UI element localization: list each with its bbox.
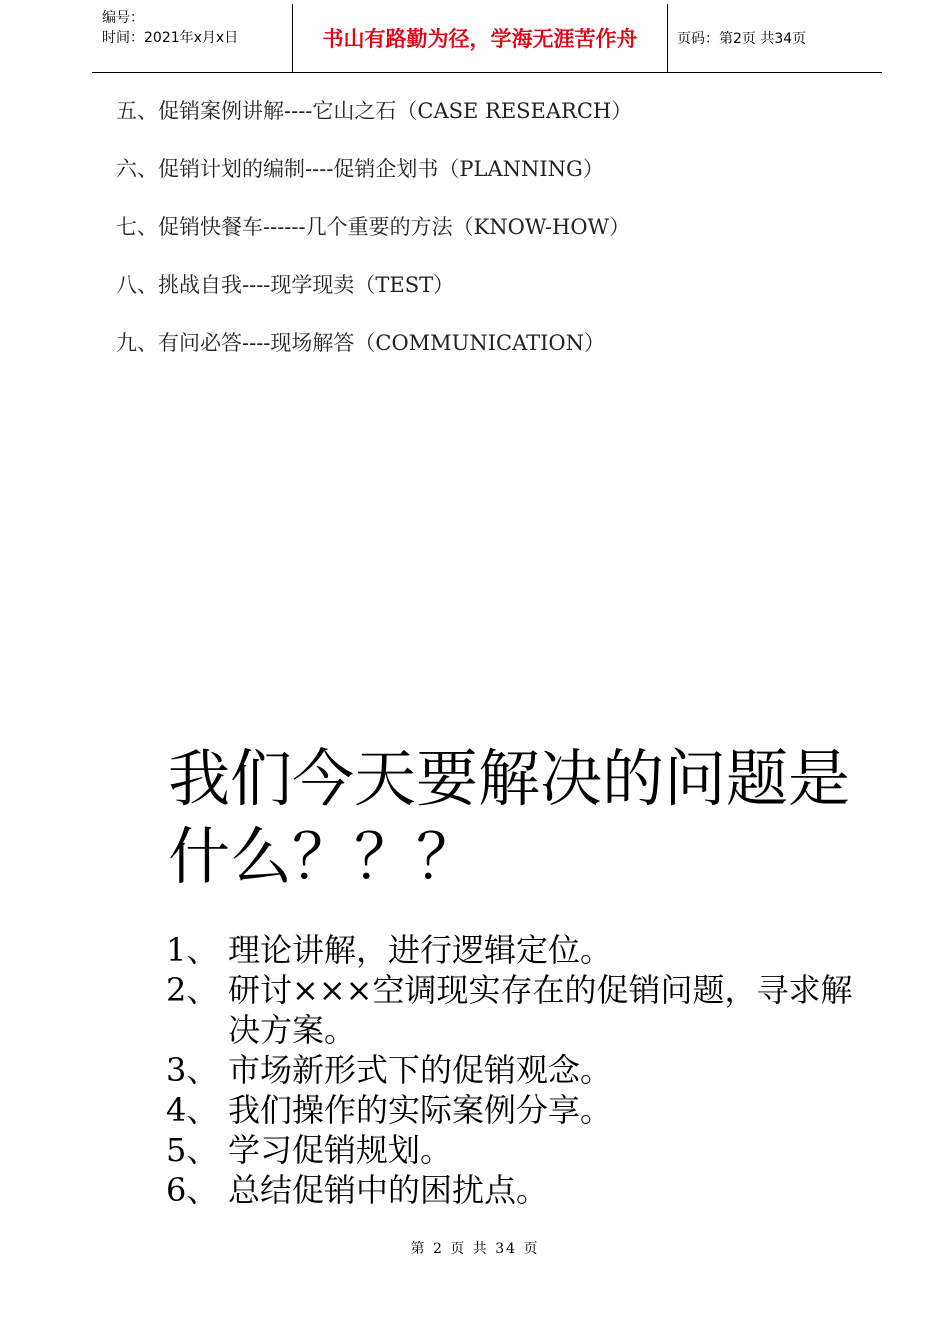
header-divider — [667, 4, 668, 72]
page-footer: 第 2 页 共 34 页 — [410, 1241, 540, 1257]
header-page-number: 页码：第2页 共34页 — [677, 31, 807, 47]
point-text: 我们操作的实际案例分享。 — [228, 1091, 613, 1129]
point-number: 6、 — [166, 1171, 219, 1209]
point-number: 5、 — [166, 1131, 219, 1169]
agenda-point — [166, 1050, 866, 1090]
agenda-point — [166, 1170, 866, 1210]
header-meta — [102, 8, 238, 48]
outline-item: 九、有问必答----现场解答（COMMUNICATION） — [116, 331, 606, 355]
point-number: 2、 — [166, 971, 219, 1009]
point-number: 4、 — [166, 1091, 219, 1129]
document-time-label: 时间：2021年x月x日 — [102, 30, 239, 46]
agenda-point — [166, 1130, 866, 1170]
point-text: 理论讲解，进行逻辑定位。 — [228, 931, 613, 969]
section-title: 我们今天要解决的问题是什么？？？ — [168, 742, 851, 893]
agenda-point — [166, 930, 866, 970]
agenda-point — [166, 970, 866, 1050]
agenda-points — [166, 930, 866, 1210]
page-header — [92, 4, 882, 73]
point-number: 1、 — [166, 931, 219, 969]
outline-item: 七、促销快餐车------几个重要的方法（KNOW-HOW） — [116, 215, 631, 239]
point-text: 研讨×××空调现实存在的促销问题，寻求解决方案。 — [228, 971, 853, 1049]
point-text: 总结促销中的困扰点。 — [228, 1171, 549, 1209]
outline-item: 六、促销计划的编制----促销企划书（PLANNING） — [116, 157, 604, 181]
outline-list — [116, 92, 632, 382]
outline-item: 五、促销案例讲解----它山之石（CASE RESEARCH） — [116, 99, 633, 123]
point-text: 市场新形式下的促销观念。 — [228, 1051, 613, 1089]
outline-item: 八、挑战自我----现学现卖（TEST） — [116, 273, 455, 297]
header-motto: 书山有路勤为径，学海无涯苦作舟 — [322, 27, 638, 51]
point-text: 学习促销规划。 — [228, 1131, 453, 1169]
agenda-point — [166, 1090, 866, 1130]
document-number-label: 编号： — [102, 10, 144, 26]
point-number: 3、 — [166, 1051, 219, 1089]
